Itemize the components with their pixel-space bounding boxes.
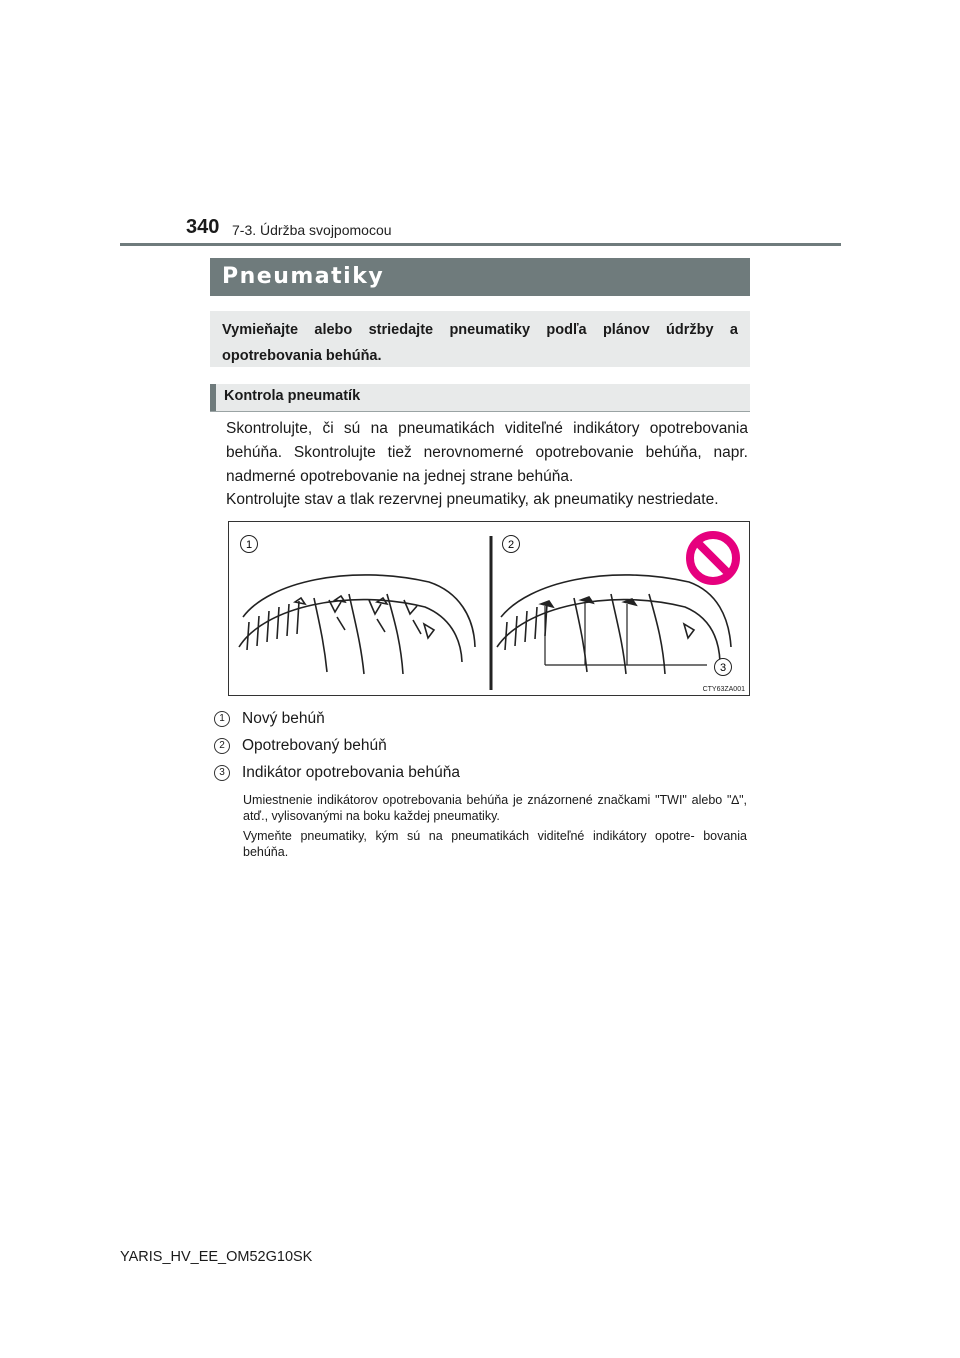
callout-3 (715, 659, 732, 676)
legend-text: Opotrebovaný behúň (242, 737, 387, 754)
note-text: Vymeňte pneumatiky, kým sú na pneumatikách viditeľné indikátory opotre- bovania behúňa. (243, 829, 747, 859)
page-title: Pneumatiky (222, 264, 385, 289)
subsection-marker (210, 384, 216, 411)
note-text: Umiestnenie indikátorov opotrebovania behúňa je znázornené značkami "TWI" alebo "∆", atď., vylisovanými na boku každej pneumatiky. (243, 793, 747, 823)
intro-text: Vymieňajte alebo striedajte pneumatiky podľa plánov údržby a opotrebovania behúňa. (222, 322, 738, 364)
intro-box (210, 311, 750, 367)
legend-text: Indikátor opotrebovania behúňa (242, 764, 461, 781)
worn-tread-tire (497, 575, 731, 674)
legend-item (214, 737, 387, 755)
callout-2-label: 2 (507, 539, 515, 551)
subsection-title: Kontrola pneumatík (224, 388, 361, 404)
tire-illustration (228, 521, 750, 696)
body-paragraph: Skontrolujte, či sú na pneumatikách viditeľné indikátory opotrebovania behúňa. Skontrolujte tiež nerovnomerné opotrebovanie behúňa, napr. nadmerné opotrebovanie na jednej strane behúňa. (226, 420, 748, 485)
page-number: 340 (186, 216, 220, 238)
new-tread-tire (239, 575, 475, 674)
title-bar (210, 258, 750, 296)
indicator-leader-lines (545, 602, 707, 665)
figure-code: CTY63ZA001 (702, 686, 745, 693)
prohibition-icon (690, 535, 736, 581)
legend-item (214, 764, 460, 782)
callout-1-label: 1 (245, 539, 253, 551)
legend-number: 3 (214, 765, 230, 781)
callout-3-label: 3 (719, 662, 727, 674)
legend-number: 2 (214, 738, 230, 754)
legend-text: Nový behúň (242, 710, 325, 727)
header-rule (120, 243, 841, 246)
footer-code: YARIS_HV_EE_OM52G10SK (120, 1249, 313, 1265)
callout-1 (241, 536, 258, 553)
subsection-bar (210, 384, 750, 412)
legend-number: 1 (214, 711, 230, 727)
section-header: 7-3. Údržba svojpomocou (232, 222, 392, 238)
tire-illustration-svg (229, 522, 749, 695)
body-paragraph: Kontrolujte stav a tlak rezervnej pneumatiky, ak pneumatiky nestriedate. (226, 491, 719, 508)
legend-item (214, 710, 325, 728)
callout-2 (503, 536, 520, 553)
